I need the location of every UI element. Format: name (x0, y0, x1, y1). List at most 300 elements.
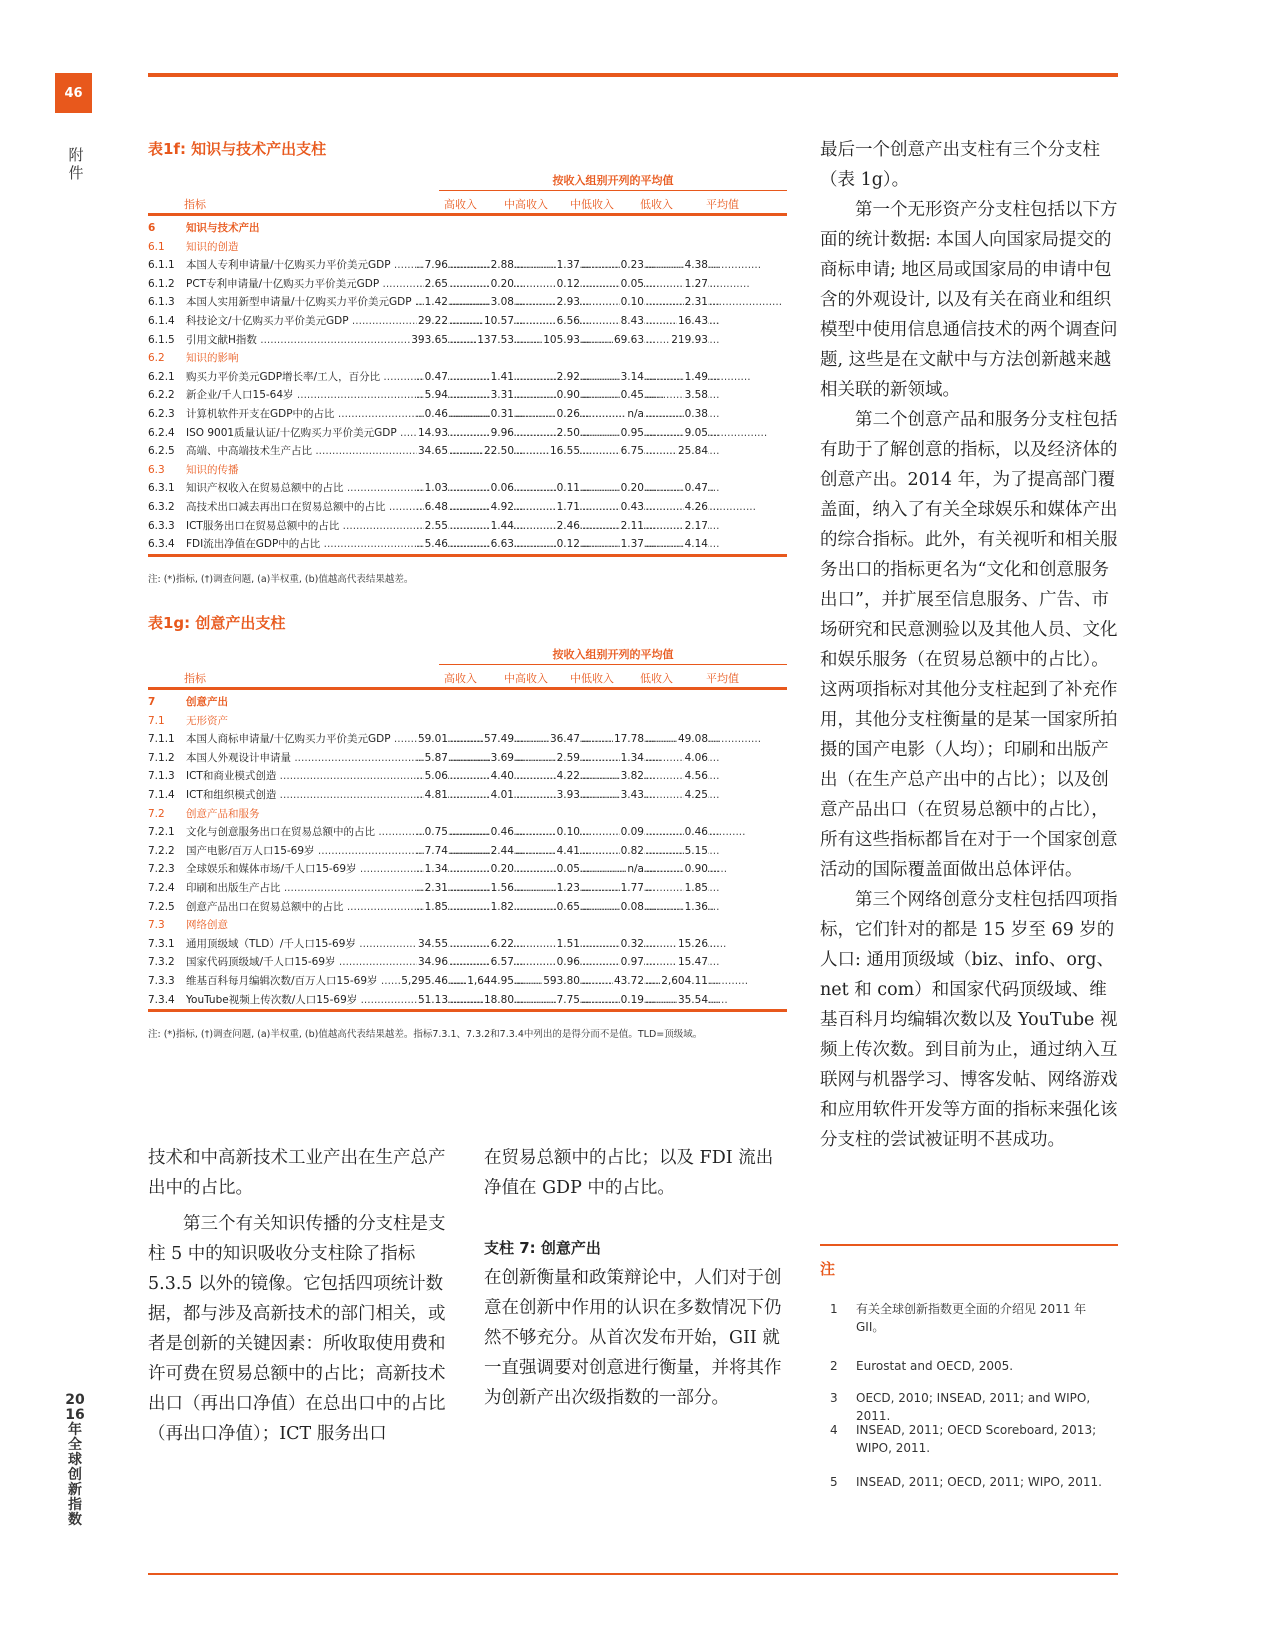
value-text: ..... 137.53 (476, 331, 514, 350)
value-text: ..... 0.97 (620, 953, 644, 972)
table-row (148, 991, 787, 1010)
value-text: ..... 34.55 (417, 935, 448, 954)
row-value (411, 331, 448, 350)
row-value (516, 730, 580, 749)
value-text: ..... 3.93 (556, 786, 580, 805)
row-value (646, 424, 708, 443)
value-text: ..... 1.42 (424, 293, 448, 312)
row-value (416, 991, 448, 1010)
table-row (148, 442, 787, 461)
row-code: 6.1.3 (148, 296, 175, 309)
row-value (416, 442, 448, 461)
row-value (516, 479, 580, 498)
row-value (516, 898, 580, 917)
side-label: 附件 (68, 146, 84, 182)
table-row (148, 898, 787, 917)
note-text: Eurostat and OECD, 2005. (856, 1359, 1014, 1373)
value-text: ..... 1,644.95 (466, 972, 514, 991)
value-text: ..... 3.08 (490, 293, 514, 312)
row-indicator: 创意产品出口在贸易总额中的占比 ..... (186, 898, 441, 917)
bottom-middle-text (484, 1143, 786, 1413)
row-value (646, 898, 708, 917)
row-code: 7.3.4 (148, 993, 175, 1006)
value-text: ..... 36.47 (549, 730, 580, 749)
row-value (646, 823, 708, 842)
table-subsection-row (148, 349, 787, 368)
value-text: ..... 1.41 (490, 368, 514, 387)
paragraph: 第二个创意产品和服务分支柱包括有助于了解创意的指标，以及经济体的创意产出。2014 年，为了提高部门覆盖面，纳入了有关全球娱乐和媒体产出的综合指标。此外，有关视听和相关服务出口的指标更名为“文化和创意服务出口”，并扩展至信息服务、广告、市场研究和民意测验以及其他人员、文化和娱乐服务（在贸易总额中的占比）。这两项指标对其他分支柱起到了补充作用，其他分支柱衡量的是某一国家所拍摄的国产电影（人均）；印刷和出版产出（在生产总产出中的占比）；以及创意产品出口（在贸易总额中的占比），所有这些指标都旨在对于一个国家创意活动的国际覆盖面做出总体评估。 (820, 410, 1118, 880)
row-value (582, 823, 644, 842)
value-text: ..... 1.27 (684, 275, 708, 294)
row-indicator: 文化与创意服务出口在贸易总额中的占比 ..... (186, 823, 441, 842)
table-row (148, 386, 787, 405)
row-value (450, 517, 514, 536)
row-value (582, 767, 644, 786)
row-value (582, 331, 644, 350)
value-text: ..... 4.25 (684, 786, 708, 805)
value-text: ..... 0.05 (556, 860, 580, 879)
row-value (516, 972, 580, 991)
value-text: ..... 16.55 (549, 442, 580, 461)
row-value (516, 386, 580, 405)
value-text: ..... 7.74 (424, 842, 448, 861)
value-text: ..... 0.20 (490, 275, 514, 294)
table-subsection-row (148, 238, 787, 257)
table-body (148, 216, 787, 554)
row-value (646, 953, 708, 972)
value-text: ..... 2.11 (620, 517, 644, 536)
row-value (582, 842, 644, 861)
table-bottom-rule (148, 1009, 787, 1012)
value-text: ..... 0.47 (684, 479, 708, 498)
value-text: ..... 3.14 (620, 368, 644, 387)
row-indicator: 高技术出口减去再出口在贸易总额中的占比 ..... (186, 498, 441, 517)
row-value (646, 991, 708, 1010)
row-value (416, 749, 448, 768)
table-1g (148, 612, 787, 1040)
value-text: ..... 15.47 (677, 953, 708, 972)
value-text: ..... 0.46 (424, 405, 448, 424)
value-text: ..... 4.92 (490, 498, 514, 517)
row-code: 6.1.1 (148, 259, 175, 272)
value-text: ..... 7.75 (556, 991, 580, 1010)
value-text: ..... 0.65 (556, 898, 580, 917)
value-text: ..... 0.10 (620, 293, 644, 312)
value-text: ..... 0.32 (620, 935, 644, 954)
row-value (582, 749, 644, 768)
table-subsection-row (148, 712, 787, 731)
row-indicator: 知识的影响 (186, 352, 239, 365)
row-value (450, 479, 514, 498)
value-text: ..... 35.54 (677, 991, 708, 1010)
row-code: 7.2 (148, 807, 165, 820)
row-value (450, 953, 514, 972)
row-value (516, 498, 580, 517)
row-value (582, 517, 644, 536)
row-code: 7.1.4 (148, 788, 175, 801)
row-code: 6.2 (148, 352, 165, 365)
value-text: ..... 3.69 (490, 749, 514, 768)
value-text: ..... 0.38 (684, 405, 708, 424)
value-text: ..... 1.71 (556, 498, 580, 517)
value-text: ..... 4.06 (684, 749, 708, 768)
value-text: ..... 4.38 (684, 256, 708, 275)
table-row (148, 368, 787, 387)
value-text: ..... 1.37 (556, 256, 580, 275)
row-code: 6.2.5 (148, 445, 175, 458)
section-heading: 支柱 7: 创意产出 (484, 1239, 601, 1257)
row-value (582, 898, 644, 917)
row-value (516, 405, 580, 424)
col-low: 低收入 (640, 198, 673, 211)
value-text: ..... n/a (626, 860, 644, 879)
value-text: ..... 17.78 (613, 730, 644, 749)
value-text: ..... 6.48 (424, 498, 448, 517)
row-value (646, 767, 708, 786)
row-value (416, 823, 448, 842)
row-code: 6.3.2 (148, 500, 175, 513)
row-value (516, 442, 580, 461)
value-text: ..... 1.37 (620, 535, 644, 554)
table-row (148, 879, 787, 898)
value-text: ..... 1.36 (684, 898, 708, 917)
col-indicator: 指标 (184, 672, 206, 685)
row-value (416, 275, 448, 294)
notes-rule (820, 1244, 1118, 1246)
row-code: 6 (148, 222, 156, 234)
row-indicator: ICT和组织模式创造 ..... (186, 786, 441, 805)
row-indicator: 引用文献H指数 ..... (186, 331, 441, 350)
row-code: 7.3.2 (148, 956, 175, 969)
row-code: 7.3.3 (148, 974, 175, 987)
value-text: ..... 2.44 (490, 842, 514, 861)
right-column-text (820, 135, 1120, 1155)
row-value (450, 256, 514, 275)
value-text: ..... 5.15 (684, 842, 708, 861)
row-value (582, 535, 644, 554)
row-value (401, 972, 448, 991)
row-value (450, 535, 514, 554)
row-value (450, 935, 514, 954)
row-value (646, 786, 708, 805)
value-text: ..... 1.34 (424, 860, 448, 879)
value-text: ..... 2.46 (556, 517, 580, 536)
col-low: 低收入 (640, 672, 673, 685)
value-text: ..... 1.77 (620, 879, 644, 898)
value-text: ..... 4.40 (490, 767, 514, 786)
table-note: 注: (*)指标, (†)调查问题, (a)半权重, (b)值越高代表结果越差。 (148, 573, 414, 585)
value-text: ..... 5,295.46 (400, 972, 448, 991)
row-indicator: PCT专利申请量/十亿购买力平价美元GDP ..... (186, 275, 441, 294)
value-text: ..... 0.20 (490, 860, 514, 879)
row-value (450, 442, 514, 461)
row-value (646, 879, 708, 898)
table-row (148, 535, 787, 554)
row-code: 7.3.1 (148, 937, 175, 950)
table-body (148, 690, 787, 1009)
value-text: ..... 2.31 (684, 293, 708, 312)
row-indicator: 本国人商标申请量/十亿购买力平价美元GDP ..... (186, 730, 441, 749)
row-value (450, 972, 514, 991)
row-code: 6.3 (148, 463, 165, 476)
value-text: ..... 34.65 (417, 442, 448, 461)
value-text: ..... 0.11 (556, 479, 580, 498)
row-code: 7.2.3 (148, 863, 175, 876)
value-text: ..... 0.23 (620, 256, 644, 275)
table-row (148, 842, 787, 861)
value-text: ..... 393.65 (410, 331, 448, 350)
row-value (416, 293, 448, 312)
value-text: ..... 2.65 (424, 275, 448, 294)
row-value (516, 767, 580, 786)
value-text: ..... 0.45 (620, 386, 644, 405)
row-value (516, 535, 580, 554)
row-value (416, 535, 448, 554)
row-value (646, 405, 708, 424)
value-text: ..... 5.06 (424, 767, 448, 786)
row-indicator: 创意产出 (186, 696, 228, 708)
value-text: ..... 0.96 (556, 953, 580, 972)
value-text: ..... 5.94 (424, 386, 448, 405)
value-text: ..... 0.08 (620, 898, 644, 917)
row-code: 7 (148, 696, 156, 708)
table-row (148, 331, 787, 350)
table-row (148, 479, 787, 498)
value-text: ..... 4.22 (556, 767, 580, 786)
table-row (148, 823, 787, 842)
row-indicator: 本国人外观设计申请量 ..... (186, 749, 441, 768)
table-row (148, 749, 787, 768)
row-value (450, 749, 514, 768)
row-value (416, 479, 448, 498)
row-value (450, 498, 514, 517)
row-value (646, 842, 708, 861)
value-text: ..... 2.59 (556, 749, 580, 768)
row-value (582, 786, 644, 805)
row-value (582, 860, 644, 879)
value-text: ..... 4.41 (556, 842, 580, 861)
value-text: ..... 4.26 (684, 498, 708, 517)
value-text: ..... 34.96 (417, 953, 448, 972)
col-upper-middle: 中高收入 (504, 198, 548, 211)
row-value (516, 935, 580, 954)
row-code: 7.1.3 (148, 770, 175, 783)
col-indicator: 指标 (184, 198, 206, 211)
table-row (148, 972, 787, 991)
row-value (516, 293, 580, 312)
note-number: 2 (830, 1359, 838, 1373)
table-row (148, 275, 787, 294)
row-value (516, 517, 580, 536)
table-header (148, 191, 787, 216)
row-value (646, 498, 708, 517)
value-text: ..... 0.90 (556, 386, 580, 405)
row-value (582, 424, 644, 443)
row-value (450, 275, 514, 294)
value-text: ..... 25.84 (677, 442, 708, 461)
row-value (416, 424, 448, 443)
value-text: ..... 1.85 (684, 879, 708, 898)
row-value (646, 935, 708, 954)
value-text: ..... 1.85 (424, 898, 448, 917)
note-number: 4 (830, 1423, 838, 1437)
table-row (148, 498, 787, 517)
table-row (148, 786, 787, 805)
top-rule (148, 73, 1118, 77)
row-code: 6.3.4 (148, 538, 175, 551)
value-text: ..... 5.46 (424, 535, 448, 554)
row-indicator: 全球娱乐和媒体市场/千人口15-69岁 ..... (186, 860, 441, 879)
row-value (582, 953, 644, 972)
row-value (416, 312, 448, 331)
value-text: ..... 1.56 (490, 879, 514, 898)
value-text: ..... 1.34 (620, 749, 644, 768)
row-indicator: 购买力平价美元GDP增长率/工人，百分比 ..... (186, 368, 441, 387)
row-indicator: 国产电影/百万人口15-69岁 ..... (186, 842, 441, 861)
table-note: 注: (*)指标, (†)调查问题, (a)半权重, (b)值越高代表结果越差。指标7.3.1、7.3.2和7.3.4中列出的是得分而不是值。TLD=顶级域。 (148, 1029, 703, 1041)
row-value (450, 405, 514, 424)
row-code: 7.1 (148, 714, 165, 727)
row-indicator: 无形资产 (186, 714, 228, 727)
row-indicator: 本国人专利申请量/十亿购买力平价美元GDP ..... (186, 256, 441, 275)
row-code: 6.2.3 (148, 407, 175, 420)
row-value (646, 749, 708, 768)
note-number: 3 (830, 1391, 838, 1405)
notes-title: 注 (820, 1260, 836, 1278)
value-text: ..... 4.81 (424, 786, 448, 805)
table-subheader: 按收入组别开列的平均值 (439, 172, 787, 191)
col-average: 平均值 (706, 198, 739, 211)
value-text: ..... 2,604.11 (660, 972, 708, 991)
value-text: ..... 4.56 (684, 767, 708, 786)
row-value (646, 860, 708, 879)
value-text: ..... 4.01 (490, 786, 514, 805)
value-text: ..... 51.13 (417, 991, 448, 1010)
value-text: ..... 0.09 (620, 823, 644, 842)
row-value (416, 767, 448, 786)
row-value (450, 767, 514, 786)
row-value (416, 786, 448, 805)
row-value (416, 386, 448, 405)
row-code: 6.1 (148, 240, 165, 253)
value-text: ..... 1.82 (490, 898, 514, 917)
row-code: 6.1.2 (148, 277, 175, 290)
paragraph: 第三个有关知识传播的分支柱是支柱 5 中的知识吸收分支柱除了指标 5.3.5 以外的镜像。它包括四项统计数据，都与涉及高新技术的部门相关，或者是创新的关键因素：所收取使用费和许可费在贸易总额中的占比；高新技术出口（再出口净值）在总出口中的占比（再出口净值）；ICT 服务出口 (148, 1214, 446, 1444)
row-code: 6.3.3 (148, 519, 175, 532)
table-row (148, 517, 787, 536)
table-row (148, 424, 787, 443)
paragraph: 第三个网络创意分支柱包括四项指标，它们针对的都是 15 岁至 69 岁的人口: 通用顶级域（biz、info、org、net 和 com）和国家代码顶级域、维基百科月均编辑次数以及 YouTube 视频上传次数。到目前为止，通过纳入互联网与机器学习、博客发帖、网络游戏和应用软件开发等方面的指标来强化该分支柱的尝试被证明不甚成功。 (820, 890, 1118, 1150)
row-value (646, 312, 708, 331)
row-value (646, 275, 708, 294)
note-number: 1 (830, 1302, 838, 1316)
row-indicator: FDI流出净值在GDP中的占比 ..... (186, 535, 441, 554)
table-row (148, 953, 787, 972)
paragraph: 在创新衡量和政策辩论中，人们对于创意在创新中作用的认识在多数情况下仍然不够充分。从首次发布开始，GII 就一直强调要对创意进行衡量，并将其作为创新产出次级指数的一部分。 (484, 1268, 782, 1408)
row-value (582, 972, 644, 991)
table-header (148, 665, 787, 690)
table-row (148, 935, 787, 954)
value-text: ..... 0.47 (424, 368, 448, 387)
value-text: ..... 49.08 (677, 730, 708, 749)
row-code: 7.1.1 (148, 733, 175, 746)
value-text: ..... 2.55 (424, 517, 448, 536)
row-code: 7.2.4 (148, 881, 175, 894)
row-value (450, 991, 514, 1010)
row-indicator: ICT和商业模式创造 ..... (186, 767, 441, 786)
row-value (582, 935, 644, 954)
row-value (646, 730, 708, 749)
value-text: ..... 29.22 (417, 312, 448, 331)
row-value (450, 730, 514, 749)
row-value (516, 860, 580, 879)
value-text: ..... 2.93 (556, 293, 580, 312)
row-indicator: YouTube视频上传次数/人口15-69岁 ..... (186, 991, 441, 1010)
value-text: ..... 0.95 (620, 424, 644, 443)
value-text: ..... 4.14 (684, 535, 708, 554)
row-value (582, 498, 644, 517)
value-text: ..... 0.12 (556, 275, 580, 294)
row-indicator: 通用顶级域（TLD）/千人口15-69岁 ..... (186, 935, 441, 954)
row-code: 7.3 (148, 919, 165, 932)
row-value (416, 953, 448, 972)
value-text: ..... 1.44 (490, 517, 514, 536)
row-indicator: ICT服务出口在贸易总额中的占比 ..... (186, 517, 441, 536)
row-value (450, 823, 514, 842)
row-value (582, 312, 644, 331)
row-code: 7.2.2 (148, 844, 175, 857)
table-title: 表1f: 知识与技术产出支柱 (148, 140, 327, 158)
row-value (516, 842, 580, 861)
value-text: ..... 6.63 (490, 535, 514, 554)
table-subsection-row (148, 916, 787, 935)
row-code: 7.1.2 (148, 751, 175, 764)
note-text: OECD, 2010; INSEAD, 2011; and WIPO, 2011. (856, 1391, 1091, 1423)
page-number: 46 (55, 73, 92, 113)
col-high: 高收入 (444, 672, 477, 685)
value-text: ..... 18.80 (483, 991, 514, 1010)
row-value (416, 860, 448, 879)
row-value (646, 479, 708, 498)
col-average: 平均值 (706, 672, 739, 685)
value-text: ..... 1.23 (556, 879, 580, 898)
row-value (646, 535, 708, 554)
table-title: 表1g: 创意产出支柱 (148, 614, 286, 632)
paragraph: 第一个无形资产分支柱包括以下方面的统计数据: 本国人向国家局提交的商标申请; 地区局或国家局的申请中包含的外观设计, 以及有关在商业和组织模型中使用信息通信技术的两个调查问题, 这些是在文献中与方法创新越来越相关联的新领域。 (820, 200, 1118, 400)
value-text: ..... 2.92 (556, 368, 580, 387)
paragraph: 最后一个创意产出支柱有三个分支柱（表 1g）。 (820, 140, 1100, 190)
value-text: ..... 57.49 (483, 730, 514, 749)
value-text: ..... 2.50 (556, 424, 580, 443)
table-section-row (148, 219, 787, 238)
value-text: ..... 3.31 (490, 386, 514, 405)
table-row (148, 860, 787, 879)
value-text: ..... n/a (626, 405, 644, 424)
value-text: ..... 0.06 (490, 479, 514, 498)
row-value (450, 368, 514, 387)
value-text: ..... 0.26 (556, 405, 580, 424)
row-code: 6.2.2 (148, 389, 175, 402)
value-text: ..... 1.03 (424, 479, 448, 498)
row-indicator: 知识的创造 (186, 240, 239, 253)
bottom-left-text (148, 1143, 448, 1449)
col-lower-middle: 中低收入 (570, 672, 614, 685)
row-indicator: 印刷和出版生产占比 ..... (186, 879, 441, 898)
row-value (516, 331, 580, 350)
row-value (450, 898, 514, 917)
value-text: ..... 0.75 (424, 823, 448, 842)
row-indicator: 创意产品和服务 (186, 807, 260, 820)
